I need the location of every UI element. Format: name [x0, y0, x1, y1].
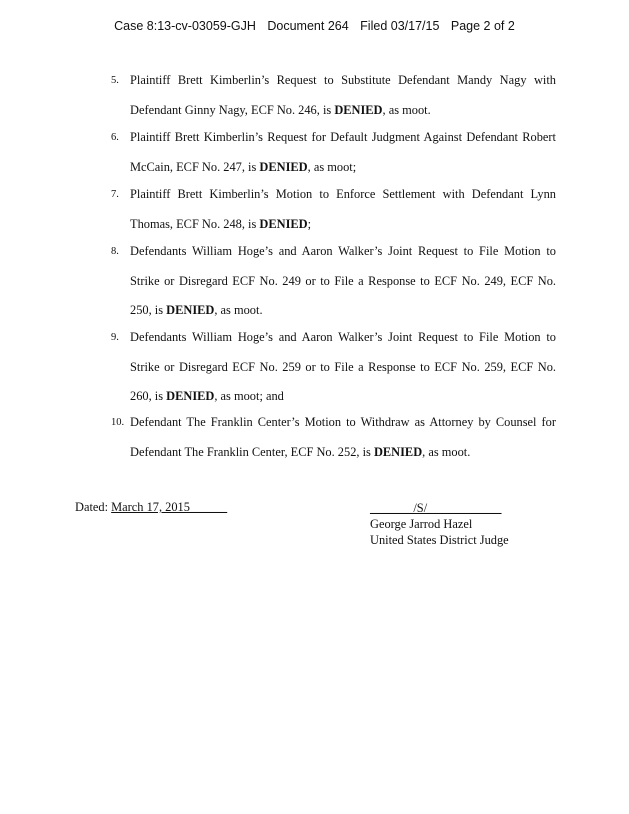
page-number: Page 2 of 2 [450, 19, 515, 33]
page-header [0, 19, 629, 33]
document-number: Document 264 [267, 19, 349, 33]
order-item-9 [111, 323, 556, 412]
item-text-line: 260, is DENIED, as moot; and [130, 389, 284, 403]
dated-label: Dated: [75, 500, 112, 514]
judge-title: United States District Judge [370, 533, 509, 547]
item-text-line: 250, is DENIED, as moot. [130, 303, 263, 317]
item-number: 6. [111, 132, 119, 143]
ruling: DENIED [166, 389, 215, 403]
ruling: DENIED [373, 444, 423, 459]
case-number: Case 8:13-cv-03059-GJH [114, 19, 256, 33]
ruling: DENIED [259, 159, 308, 174]
judge-name: George Jarrod Hazel [370, 517, 473, 531]
item-number: 9. [111, 332, 119, 343]
ruling: DENIED [259, 216, 308, 231]
item-number: 8. [111, 246, 119, 257]
item-text-line: McCain, ECF No. 247, is DENIED, as moot; [130, 159, 357, 174]
order-item-7 [111, 180, 556, 239]
signature-line: _______/S/____________ [370, 501, 502, 515]
item-text-line: Plaintiff Brett Kimberlin’s Request to Substitute Defendant Mandy Nagy with [130, 73, 556, 87]
item-text-line: Defendant The Franklin Center, ECF No. 252, is DENIED, as moot. [130, 444, 471, 459]
item-text-line: Defendants William Hoge’s and Aaron Walker’s Joint Request to File Motion to [130, 330, 556, 344]
item-text-line: Defendant Ginny Nagy, ECF No. 246, is DENIED, as moot. [130, 102, 431, 117]
ruling: DENIED [334, 102, 383, 117]
order-item-6 [111, 123, 556, 182]
item-text-line: Defendants William Hoge’s and Aaron Walker’s Joint Request to File Motion to [130, 244, 556, 258]
item-number: 7. [111, 189, 119, 200]
item-text-line: Plaintiff Brett Kimberlin’s Request for Default Judgment Against Defendant Robert [130, 130, 556, 144]
dated-value: March 17, 2015______ [111, 500, 228, 514]
item-text-line: Plaintiff Brett Kimberlin’s Motion to Enforce Settlement with Defendant Lynn [130, 187, 556, 201]
item-text-line: Defendant The Franklin Center’s Motion to Withdraw as Attorney by Counsel for [130, 415, 556, 429]
ruling: DENIED [166, 303, 215, 317]
order-item-8 [111, 237, 556, 326]
filed-date: Filed 03/17/15 [360, 19, 440, 33]
item-text-line: Strike or Disregard ECF No. 249 or to File a Response to ECF No. 249, ECF No. [130, 273, 556, 288]
dated-line [75, 500, 227, 515]
order-item-10 [111, 408, 556, 467]
signature-block [370, 500, 509, 548]
item-number: 10. [111, 417, 125, 428]
order-item-5 [111, 66, 556, 125]
item-number: 5. [111, 75, 119, 86]
item-text-line: Thomas, ECF No. 248, is DENIED; [130, 216, 312, 231]
item-text-line: Strike or Disregard ECF No. 259 or to File a Response to ECF No. 259, ECF No. [130, 359, 556, 374]
